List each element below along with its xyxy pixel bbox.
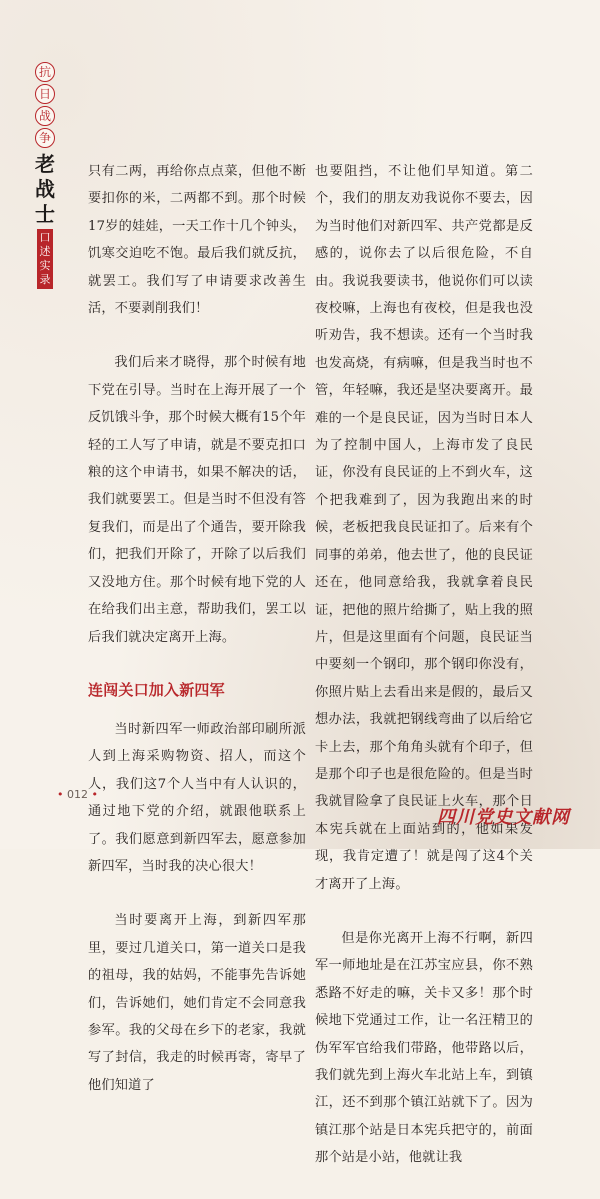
left-column <box>88 158 306 1126</box>
series-title <box>34 62 56 289</box>
bullet-dot: • <box>57 788 64 801</box>
subtitle-char: 述 <box>39 245 51 258</box>
seal-char: 争 <box>35 128 55 148</box>
subtitle-char: 口 <box>39 231 51 244</box>
subtitle-badge <box>37 229 53 289</box>
subtitle-char: 录 <box>39 273 51 286</box>
paragraph: 也要阻挡，不让他们早知道。第二个，我们的朋友劝我说你不要去，因为当时他们对新四军、共产党都是反感的，说你去了以后很危险，不自由。我说我要读书，他说你们可以读夜校嘛，上海也有夜校，但是我也没听劝告，我不想读。还有一个当时我也发高烧，有病嘛，但是我当时也不管，年轻嘛，我还是坚决要离开。最难的一个是良民证，因为当时日本人为了控制中国人，上海市发了良民证，你没有良民证的上不到火车，这个把我难到了，因为我跑出来的时候，老板把我良民证扣了。后来有个同事的弟弟，他去世了，他的良民证还在，他同意给我，我就拿着良民证，把他的照片给撕了，贴上我的照片，但是这里面有个问题，良民证当中要刻一个钢印，那个钢印你没有，你照片贴上去看出来是假的，最后又想办法，我就把钢线弯曲了以后给它卡上去，那个角角头就有个印子，但是那个印子也是很危险的。但是当时我就冒险拿了良民证上火车，那个日本宪兵就在上面站到的，他如果发现，我肯定遭了！就是闯了这4个关才离开了上海。 <box>315 164 533 892</box>
title-char: 士 <box>35 202 55 226</box>
paragraph: 但是你光离开上海不行啊，新四军一师地址是在江苏宝应县，你不熟悉路不好走的嘛，关卡又多！那个时候地下党通过工作，让一名汪精卫的伪军军官给我们带路，他带路以后，我们就先到上海火车北站上车，到镇江，还不到那个镇江站就下了。因为镇江那个站是日本宪兵把守的，前面那个站是小站，他就让我 <box>315 930 533 1166</box>
right-column <box>315 158 533 1199</box>
subtitle-char: 实 <box>39 259 51 272</box>
title-char: 战 <box>35 177 55 201</box>
seal-char: 日 <box>35 84 55 104</box>
title-char: 老 <box>35 152 55 176</box>
seal-char: 战 <box>35 106 55 126</box>
page-number <box>57 788 98 801</box>
section-heading: 连闯关口加入新四军 <box>88 680 225 699</box>
page-number-text: 012 <box>67 788 88 801</box>
paragraph: 当时新四军一师政治部印刷所派人到上海采购物资、招人，而这个人，我们这7个人当中有人认识的，通过地下党的介绍，就跟他联系上了。我们愿意到新四军去，愿意参加新四军，当时我的决心很大！ <box>88 721 306 874</box>
bullet-dot: • <box>91 788 98 801</box>
paragraph: 当时要离开上海，到新四军那里，要过几道关口，第一道关口是我的祖母，我的姑妈，不能事先告诉她们，告诉她们，她们肯定不会同意我参军。我的父母在乡下的老家，我就写了封信，我走的时候再寄，寄早了他们知道了 <box>88 913 306 1093</box>
watermark-brand: 四川党史文献网 <box>437 807 570 828</box>
paragraph: 只有二两，再给你点点菜，但他不断要扣你的米，二两都不到。那个时候17岁的娃娃，一天工作十几个钟头，饥寒交迫吃不饱。最后我们就反抗，就罢工。我们写了申请要求改善生活，不要剥削我们！ <box>88 164 306 317</box>
paragraph: 我们后来才晓得，那个时候有地下党在引导。当时在上海开展了一个反饥饿斗争，那个时候大概有15个年轻的工人写了申请，就是不要克扣口粮的这个申请书，如果不解决的话，我们就要罢工。但是当时不但没有答复我们，而是出了个通告，要开除我们，把我们开除了，开除了以后我们又没地方住。那个时候有地下党的人在给我们出主意，帮助我们，罢工以后我们就决定离开上海。 <box>88 355 306 645</box>
seal-char: 抗 <box>35 62 55 82</box>
